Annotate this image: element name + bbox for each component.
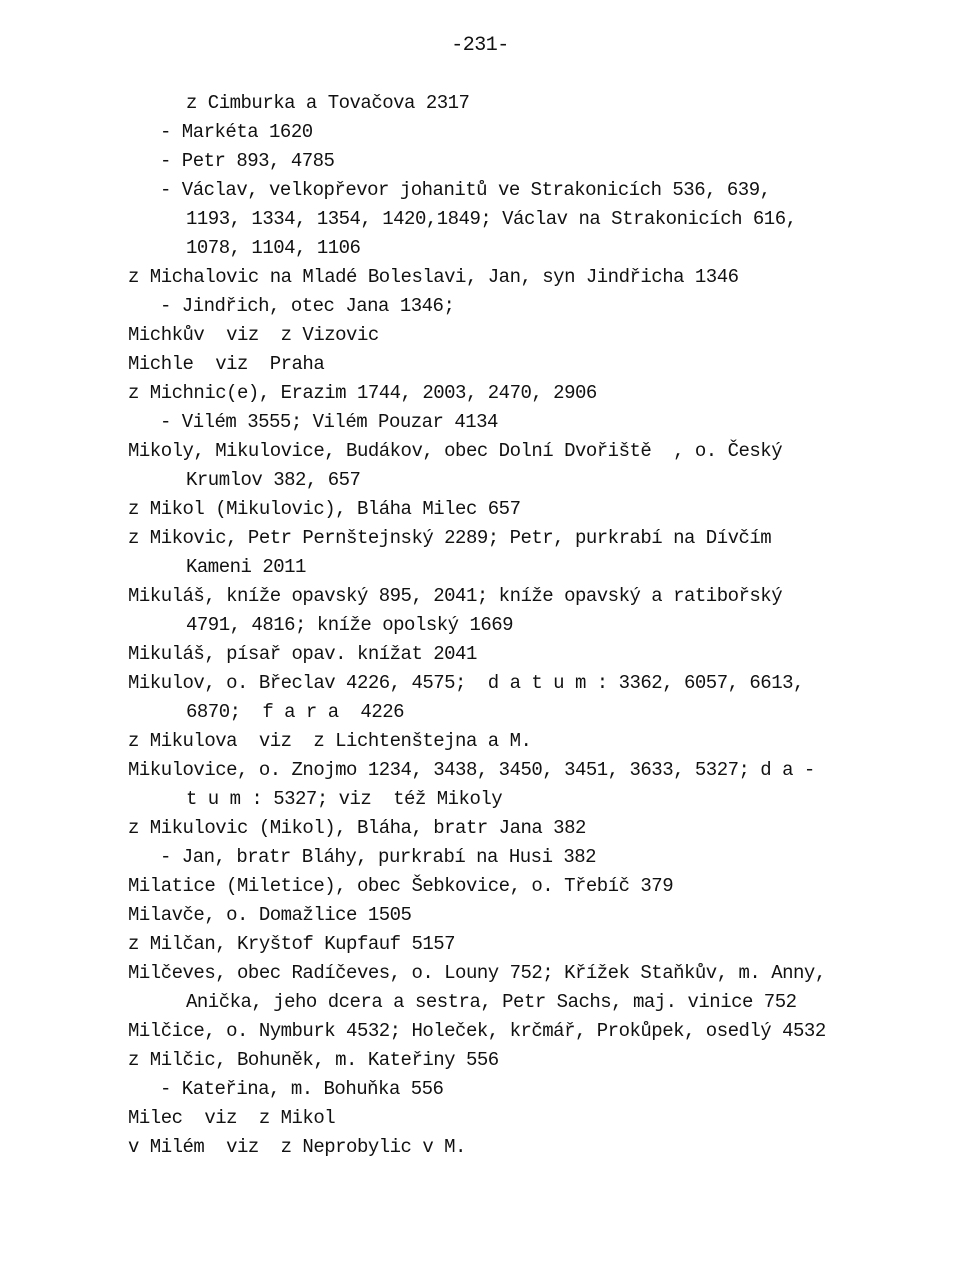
index-line: z Michalovic na Mladé Boleslavi, Jan, syn Jindřicha 1346 xyxy=(128,266,739,288)
index-line: z Mikulova viz z Lichtenštejna a M. xyxy=(128,730,532,752)
index-line: z Mikulovic (Mikol), Bláha, bratr Jana 382 xyxy=(128,817,586,839)
index-line: Milčice, o. Nymburk 4532; Holeček, krčmář, Prokůpek, osedlý 4532 xyxy=(128,1020,826,1042)
index-line: - Kateřina, m. Bohuňka 556 xyxy=(160,1078,444,1100)
index-line: 6870; f a r a 4226 xyxy=(186,701,405,723)
index-line: - Václav, velkopřevor johanitů ve Strakonicích 536, 639, xyxy=(160,179,771,201)
index-line: Mikulov, o. Břeclav 4226, 4575; d a t u m : 3362, 6057, 6613, xyxy=(128,672,804,694)
index-line: z Milčic, Bohuněk, m. Kateřiny 556 xyxy=(128,1049,499,1071)
index-line: Milatice (Miletice), obec Šebkovice, o. Třebíč 379 xyxy=(128,875,674,897)
index-line: z Mikol (Mikulovic), Bláha Milec 657 xyxy=(128,498,521,520)
index-line: - Jan, bratr Bláhy, purkrabí na Husi 382 xyxy=(160,846,597,868)
index-line: z Milčan, Kryštof Kupfauf 5157 xyxy=(128,933,456,955)
index-line: Kameni 2011 xyxy=(186,556,306,578)
index-line: z Mikovic, Petr Pernštejnský 2289; Petr, purkrabí na Dívčím xyxy=(128,527,772,549)
index-line: v Milém viz z Neprobylic v M. xyxy=(128,1136,466,1158)
index-line: Anička, jeho dcera a sestra, Petr Sachs, maj. vinice 752 xyxy=(186,991,797,1013)
index-line: Mikoly, Mikulovice, Budákov, obec Dolní Dvořiště , o. Český xyxy=(128,440,783,462)
index-line: Michle viz Praha xyxy=(128,353,325,375)
index-line: Milčeves, obec Radíčeves, o. Louny 752; Křížek Staňkův, m. Anny, xyxy=(128,962,826,984)
index-entries xyxy=(128,89,908,1162)
index-line: - Jindřich, otec Jana 1346; xyxy=(160,295,455,317)
index-line: Milavče, o. Domažlice 1505 xyxy=(128,904,412,926)
index-line: 1078, 1104, 1106 xyxy=(186,237,361,259)
index-line: 4791, 4816; kníže opolský 1669 xyxy=(186,614,514,636)
index-line: Mikulovice, o. Znojmo 1234, 3438, 3450, 3451, 3633, 5327; d a - xyxy=(128,759,815,781)
index-line: z Cimburka a Tovačova 2317 xyxy=(186,92,470,114)
index-line: t u m : 5327; viz též Mikoly xyxy=(186,788,503,810)
index-line: Mikuláš, písař opav. knížat 2041 xyxy=(128,643,477,665)
index-line: Michkův viz z Vizovic xyxy=(128,324,379,346)
index-line: Krumlov 382, 657 xyxy=(186,469,361,491)
index-line: - Vilém 3555; Vilém Pouzar 4134 xyxy=(160,411,498,433)
index-line: z Michnic(e), Erazim 1744, 2003, 2470, 2906 xyxy=(128,382,597,404)
index-line: Mikuláš, kníže opavský 895, 2041; kníže opavský a ratibořský xyxy=(128,585,783,607)
index-line: - Petr 893, 4785 xyxy=(160,150,335,172)
index-line: 1193, 1334, 1354, 1420,1849; Václav na Strakonicích 616, xyxy=(186,208,797,230)
page-number: -231- xyxy=(451,34,509,57)
index-line: Milec viz z Mikol xyxy=(128,1107,336,1129)
index-line: - Markéta 1620 xyxy=(160,121,313,143)
